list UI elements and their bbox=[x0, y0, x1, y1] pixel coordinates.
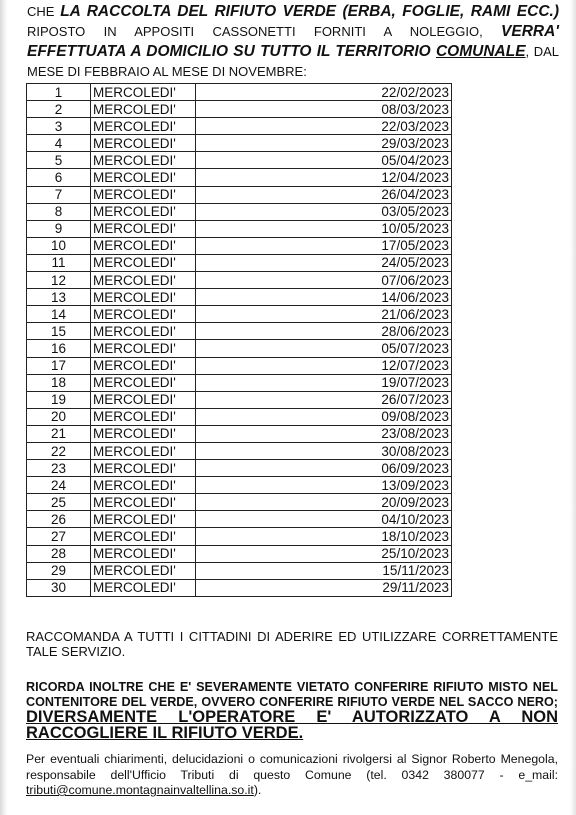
row-number: 22 bbox=[27, 442, 91, 459]
row-date: 28/06/2023 bbox=[196, 323, 452, 340]
row-weekday: MERCOLEDI' bbox=[91, 511, 196, 528]
row-date: 08/03/2023 bbox=[196, 101, 452, 118]
table-row bbox=[27, 272, 452, 289]
row-date: 12/07/2023 bbox=[196, 357, 452, 374]
intro-emphasis-2: VERRA' EFFETTUATA A DOMICILIO SU TUTTO IL TERRITORIO bbox=[27, 23, 559, 60]
row-number: 13 bbox=[27, 289, 91, 306]
table-row bbox=[27, 84, 452, 101]
row-weekday: MERCOLEDI' bbox=[91, 272, 196, 289]
table-row bbox=[27, 254, 452, 271]
row-weekday: MERCOLEDI' bbox=[91, 169, 196, 186]
row-number: 21 bbox=[27, 425, 91, 442]
contact-text-end: ). bbox=[253, 783, 262, 797]
row-date: 24/05/2023 bbox=[196, 254, 452, 271]
row-weekday: MERCOLEDI' bbox=[91, 460, 196, 477]
page-shadow-right bbox=[570, 0, 576, 815]
row-weekday: MERCOLEDI' bbox=[91, 323, 196, 340]
row-number: 26 bbox=[27, 511, 91, 528]
row-number: 3 bbox=[27, 118, 91, 135]
row-date: 19/07/2023 bbox=[196, 374, 452, 391]
row-weekday: MERCOLEDI' bbox=[91, 579, 196, 596]
row-number: 18 bbox=[27, 374, 91, 391]
table-row bbox=[27, 101, 452, 118]
schedule-body bbox=[27, 84, 452, 597]
row-date: 14/06/2023 bbox=[196, 289, 452, 306]
row-weekday: MERCOLEDI' bbox=[91, 562, 196, 579]
table-row bbox=[27, 460, 452, 477]
warning-paragraph bbox=[26, 680, 558, 742]
intro-emphasis-3: COMUNALE bbox=[435, 43, 526, 60]
row-number: 4 bbox=[27, 135, 91, 152]
row-weekday: MERCOLEDI' bbox=[91, 237, 196, 254]
table-row bbox=[27, 494, 452, 511]
row-weekday: MERCOLEDI' bbox=[91, 101, 196, 118]
row-number: 9 bbox=[27, 220, 91, 237]
row-date: 15/11/2023 bbox=[196, 562, 452, 579]
row-date: 29/03/2023 bbox=[196, 135, 452, 152]
row-weekday: MERCOLEDI' bbox=[91, 84, 196, 101]
warning-emphasis-1: DIVERSAMENTE L'OPERATORE E' bbox=[26, 708, 352, 726]
table-row bbox=[27, 528, 452, 545]
row-number: 2 bbox=[27, 101, 91, 118]
intro-text-1: CHE bbox=[27, 4, 61, 19]
row-number: 1 bbox=[27, 84, 91, 101]
table-row bbox=[27, 135, 452, 152]
page-shadow-left bbox=[0, 0, 8, 815]
collection-schedule-table bbox=[26, 83, 452, 597]
table-row bbox=[27, 220, 452, 237]
intro-text-3: , DAL MESE DI FEBBRAIO AL MESE DI NOVEMBRE: bbox=[27, 44, 559, 79]
table-row bbox=[27, 118, 452, 135]
recommendation-paragraph: RACCOMANDA A TUTTI I CITTADINI DI ADERIRE ED UTILIZZARE CORRETTAMENTE TALE SERVIZIO. bbox=[26, 629, 558, 659]
row-date: 07/06/2023 bbox=[196, 272, 452, 289]
row-date: 23/08/2023 bbox=[196, 425, 452, 442]
table-row bbox=[27, 511, 452, 528]
row-date: 13/09/2023 bbox=[196, 477, 452, 494]
row-number: 16 bbox=[27, 340, 91, 357]
row-date: 09/08/2023 bbox=[196, 408, 452, 425]
row-weekday: MERCOLEDI' bbox=[91, 528, 196, 545]
warning-emphasis-2: AUTORIZZATO A NON RACCOGLIERE IL RIFIUTO VERDE bbox=[26, 708, 558, 742]
table-row bbox=[27, 562, 452, 579]
row-weekday: MERCOLEDI' bbox=[91, 545, 196, 562]
table-row bbox=[27, 340, 452, 357]
contact-email-link[interactable]: tributi@comune.montagnainvaltellina.so.it bbox=[26, 783, 254, 797]
table-row bbox=[27, 545, 452, 562]
row-date: 04/10/2023 bbox=[196, 511, 452, 528]
row-weekday: MERCOLEDI' bbox=[91, 135, 196, 152]
row-date: 25/10/2023 bbox=[196, 545, 452, 562]
table-row bbox=[27, 186, 452, 203]
row-number: 12 bbox=[27, 272, 91, 289]
warning-period: . bbox=[298, 724, 304, 742]
row-date: 30/08/2023 bbox=[196, 442, 452, 459]
row-weekday: MERCOLEDI' bbox=[91, 494, 196, 511]
row-date: 05/07/2023 bbox=[196, 340, 452, 357]
row-date: 10/05/2023 bbox=[196, 220, 452, 237]
table-row bbox=[27, 306, 452, 323]
table-row bbox=[27, 374, 452, 391]
warning-text: RICORDA INOLTRE CHE E' SEVERAMENTE VIETATO CONFERIRE RIFIUTO MISTO NEL CONTENITORE DEL VERDE, OVVERO CONFERIRE RIFIUTO VERDE NEL SACCO NERO; bbox=[26, 680, 558, 709]
intro-emphasis-1: LA RACCOLTA DEL RIFIUTO VERDE (ERBA, FOGLIE, RAMI ECC.) bbox=[60, 3, 559, 20]
row-number: 29 bbox=[27, 562, 91, 579]
row-weekday: MERCOLEDI' bbox=[91, 289, 196, 306]
row-number: 15 bbox=[27, 323, 91, 340]
row-weekday: MERCOLEDI' bbox=[91, 220, 196, 237]
row-weekday: MERCOLEDI' bbox=[91, 340, 196, 357]
row-number: 27 bbox=[27, 528, 91, 545]
row-date: 12/04/2023 bbox=[196, 169, 452, 186]
row-date: 18/10/2023 bbox=[196, 528, 452, 545]
row-date: 26/07/2023 bbox=[196, 391, 452, 408]
row-weekday: MERCOLEDI' bbox=[91, 203, 196, 220]
row-weekday: MERCOLEDI' bbox=[91, 306, 196, 323]
row-weekday: MERCOLEDI' bbox=[91, 408, 196, 425]
table-row bbox=[27, 442, 452, 459]
row-number: 28 bbox=[27, 545, 91, 562]
table-row bbox=[27, 357, 452, 374]
row-weekday: MERCOLEDI' bbox=[91, 152, 196, 169]
row-weekday: MERCOLEDI' bbox=[91, 357, 196, 374]
row-weekday: MERCOLEDI' bbox=[91, 442, 196, 459]
row-number: 5 bbox=[27, 152, 91, 169]
table-row bbox=[27, 425, 452, 442]
table-row bbox=[27, 477, 452, 494]
row-date: 21/06/2023 bbox=[196, 306, 452, 323]
row-number: 24 bbox=[27, 477, 91, 494]
row-number: 17 bbox=[27, 357, 91, 374]
table-row bbox=[27, 152, 452, 169]
row-date: 17/05/2023 bbox=[196, 237, 452, 254]
row-date: 22/03/2023 bbox=[196, 118, 452, 135]
row-number: 14 bbox=[27, 306, 91, 323]
row-date: 22/02/2023 bbox=[196, 84, 452, 101]
contact-paragraph bbox=[26, 752, 558, 799]
row-date: 29/11/2023 bbox=[196, 579, 452, 596]
row-weekday: MERCOLEDI' bbox=[91, 425, 196, 442]
row-number: 19 bbox=[27, 391, 91, 408]
table-row bbox=[27, 169, 452, 186]
table-row bbox=[27, 391, 452, 408]
row-weekday: MERCOLEDI' bbox=[91, 477, 196, 494]
row-number: 23 bbox=[27, 460, 91, 477]
contact-text: Per eventuali chiarimenti, delucidazioni o comunicazioni rivolgersi al Signor Roberto Menegola, responsabile dell'Ufficio Tributi di questo Comune (tel. 0342 380077 - e_mail: bbox=[26, 752, 558, 782]
intro-text-2: RIPOSTO IN APPOSITI CASSONETTI FORNITI A NOLEGGIO, bbox=[27, 24, 502, 39]
row-weekday: MERCOLEDI' bbox=[91, 374, 196, 391]
row-weekday: MERCOLEDI' bbox=[91, 186, 196, 203]
row-number: 10 bbox=[27, 237, 91, 254]
table-row bbox=[27, 408, 452, 425]
row-number: 7 bbox=[27, 186, 91, 203]
row-number: 20 bbox=[27, 408, 91, 425]
row-weekday: MERCOLEDI' bbox=[91, 254, 196, 271]
intro-paragraph bbox=[27, 2, 559, 82]
row-date: 06/09/2023 bbox=[196, 460, 452, 477]
row-number: 8 bbox=[27, 203, 91, 220]
row-date: 03/05/2023 bbox=[196, 203, 452, 220]
table-row bbox=[27, 237, 452, 254]
row-number: 30 bbox=[27, 579, 91, 596]
row-number: 6 bbox=[27, 169, 91, 186]
row-date: 26/04/2023 bbox=[196, 186, 452, 203]
table-row bbox=[27, 323, 452, 340]
row-weekday: MERCOLEDI' bbox=[91, 118, 196, 135]
table-row bbox=[27, 289, 452, 306]
row-date: 20/09/2023 bbox=[196, 494, 452, 511]
row-number: 25 bbox=[27, 494, 91, 511]
table-row bbox=[27, 203, 452, 220]
row-date: 05/04/2023 bbox=[196, 152, 452, 169]
table-row bbox=[27, 579, 452, 596]
row-weekday: MERCOLEDI' bbox=[91, 391, 196, 408]
row-number: 11 bbox=[27, 254, 91, 271]
